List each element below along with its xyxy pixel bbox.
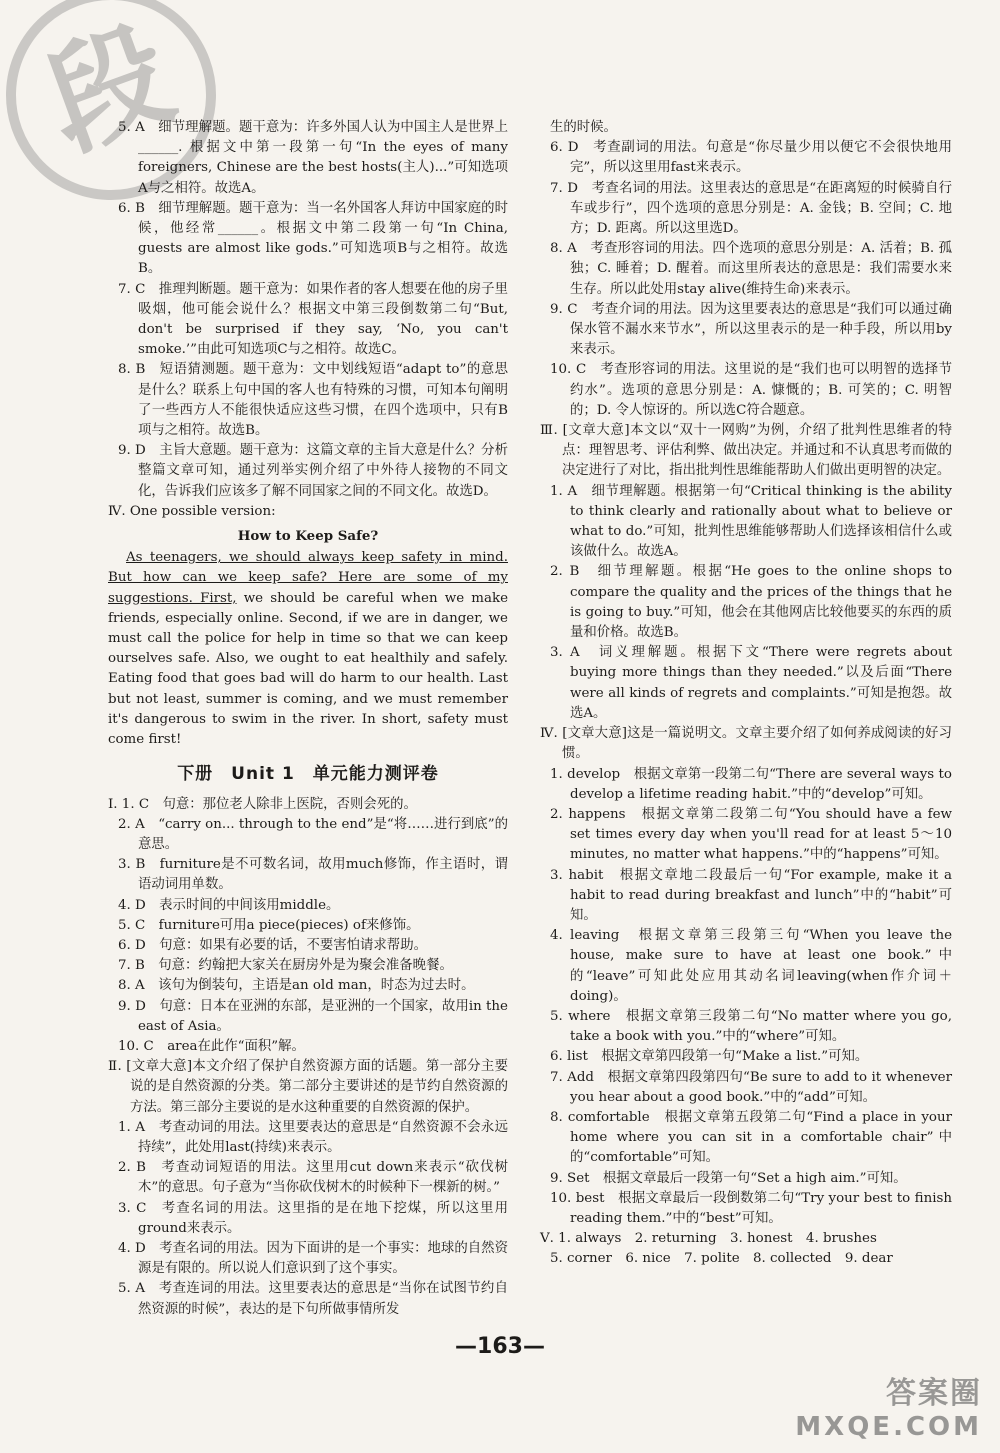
answer-item: 10. C area在此作“面积”解。	[118, 1038, 305, 1054]
answer-item: 7. Add 根据文章第四段第四句“Be sure to add to it whenever you hear about a good book.”中的“add”可知。	[550, 1069, 952, 1105]
answer-item: 3. B furniture是不可数名词，故用much修饰，作主语时，谓语动词用单数。	[118, 857, 508, 893]
answer-item: 2. B 考查动词短语的用法。这里用cut down来表示“砍伐树木”的意思。句子意为“当你砍伐树木的时候种下一棵新的树。”	[118, 1160, 508, 1196]
answer-item: 4. leaving 根据文章第三段第三句“When you leave the house, make sure to have at least one book.”中的“leave”可知此处应用其动名词leaving(when作介词＋doing)。	[550, 928, 952, 1004]
answer-item: Ⅳ. One possible version:	[108, 503, 276, 519]
essay	[108, 548, 508, 750]
left-answer-list	[108, 118, 508, 522]
essay-underlined-text: As teenagers, we should always keep safety in mind. But how can we keep safe? Here are some of my suggestions. First,	[108, 550, 508, 606]
answer-item: 7. C 推理判断题。题干意为：如果作者的客人想要在他的房子里吸烟，他可能会说什么？根据文中第三段倒数第二句“But, don't be surprised if they say, ‘No, you can't smoke.’”由此可知选项C与之相符。故选C。	[118, 281, 508, 358]
site-logo	[795, 1368, 982, 1442]
answer-item: Ⅳ. [文章大意]这是一篇说明文。文章主要介绍了如何养成阅读的好习惯。	[540, 726, 952, 762]
answer-item: 3. habit 根据文章地二段最后一句“For example, make it a habit to read during breakfast and lunch”中的“habit”可知。	[550, 867, 952, 923]
answer-item: 2. A “carry on... through to the end”是“将……进行到底”的意思。	[118, 816, 508, 852]
answer-item: 7. D 考查名词的用法。这里表达的意思是“在距离短的时候骑自行车或步行”，四个选项的意思分别是：A. 金钱；B. 空间；C. 地方；D. 距离。所以这里选D。	[550, 180, 952, 237]
answer-item: 4. D 考查名词的用法。因为下面讲的是一个事实：地球的自然资源是有限的。所以说人们意识到了这个事实。	[118, 1240, 508, 1277]
answer-item: 8. comfortable 根据文章第五段第二句“Find a place in your home where you can sit in a comfortable chair”中的“comfortable”可知。	[550, 1109, 952, 1166]
left-answer-list-2	[108, 795, 508, 1320]
answer-item: Ⅲ. [文章大意]本文以“双十一网购”为例，介绍了批判性思维者的特点：理智思考、评估利弊、做出决定。并通过和不认真思考而做的决定进行了对比，指出批判性思维能帮助人们做出更明智的决定。	[540, 423, 952, 479]
answer-item: 9. D 主旨大意题。题干意为：这篇文章的主旨大意是什么？分析整篇文章可知，通过列举实例介绍了中外待人接物的不同文化，告诉我们应该多了解不同国家之间的不同文化。故选D。	[118, 443, 508, 499]
answer-item: 1. develop 根据文章第一段第二句“There are several ways to develop a lifetime reading habit.”中的“develop”可知。	[550, 766, 952, 802]
logo-url: MXQE.COM	[795, 1412, 982, 1442]
answer-item: 6. B 细节理解题。题干意为：当一名外国客人拜访中国家庭的时候，他经常______。根据文中第二段第一句“In China, guests are almost like gods.”可知选项B与之相符。故选B。	[118, 200, 508, 277]
answer-item: 10. best 根据文章最后一段倒数第二句“Try your best to finish reading them.”中的“best”可知。	[550, 1190, 952, 1226]
answer-item: 8. A 考查形容词的用法。四个选项的意思分别是：A. 活着；B. 孤独；C. 睡着；D. 醒着。而这里所表达的意思是：我们需要水来生存。所以此处用stay alive(维持生命)来表示。	[550, 241, 952, 297]
answer-item: Ⅱ. [文章大意]本文介绍了保护自然资源方面的话题。第一部分主要说的是自然资源的分类。第二部分主要讲述的是节约自然资源的方法。第三部分主要说的是水这种重要的自然资源的保护。	[108, 1059, 508, 1115]
essay-rest-text: we should be careful when we make friends, especially online. Second, if we are in danger, we must call the police for help in time so that we can keep ourselves safe. Also, we ought to eat healthily and safely. Eating food that goes bad will do harm to our health. Last but not least, summer is coming, and we must remember it's dangerous to swim in the river. In short, safety must come first!	[108, 590, 508, 748]
answer-item: 9. D 句意：日本在亚洲的东部，是亚洲的一个国家，故用in the east of Asia。	[118, 998, 508, 1034]
logo-text: 答案圈	[886, 1376, 982, 1411]
answer-item: 6. list 根据文章第四段第一句“Make a list.”可知。	[550, 1049, 869, 1065]
answer-item: 5. where 根据文章第三段第二句“No matter where you go, take a book with you.”中的“where”可知。	[550, 1008, 952, 1045]
answer-item: 5. A 考查连词的用法。这里要表达的意思是“当你在试图节约自然资源的时候”，表达的是下句所做事情所发	[118, 1281, 508, 1317]
answer-item: 6. D 考查副词的用法。句意是“你尽量少用以便它不会很快地用完”，所以这里用fast来表示。	[550, 140, 952, 176]
answer-item: 6. D 句意：如果有必要的话，不要害怕请求帮助。	[118, 937, 427, 953]
answer-item: 3. C 考查名词的用法。这里指的是在地下挖煤，所以这里用ground来表示。	[118, 1200, 508, 1236]
answer-item: 5. C furniture可用a piece(pieces) of来修饰。	[118, 917, 420, 933]
answer-item: 生的时候。	[550, 120, 617, 135]
answer-item: 5. A 细节理解题。题干意为：许多外国人认为中国主人是世界上______. 根据文中第一段第一句“In the eyes of many foreigners, Chinese are the best hosts(主人)...”可知选项A与之相符。故选A。	[118, 120, 508, 196]
answer-item: 3. A 词义理解题。根据下文“There were regrets about buying more things than they needed.”以及后面“There were all kinds of regrets and complaints.”可知是抱怨。故选A。	[550, 645, 952, 721]
right-column	[540, 118, 952, 1270]
answer-item: 8. A 该句为倒装句，主语是an old man，时态为过去时。	[118, 978, 475, 994]
answer-item: Ⅰ. 1. C 句意：那位老人除非上医院，否则会死的。	[108, 796, 417, 812]
page-number: —163—	[455, 1334, 545, 1359]
stamp-glyph: 段	[28, 4, 190, 176]
unit-title: 下册 Unit 1 单元能力测评卷	[177, 764, 439, 785]
answer-item: 1. A 细节理解题。根据第一句“Critical thinking is the ability to think clearly and rationally about what to believe or what to do.”可知，批判性思维能够帮助人们选择该相信什么或该做什么。故选A。	[550, 483, 952, 560]
left-column	[108, 118, 508, 1320]
answer-item: 2. happens 根据文章第二段第二句“You should have a few set times every day when you'll read for at least 5～10 minutes, no matter what happens.”中的“happens”可知。	[550, 806, 952, 863]
answer-item: 2. B 细节理解题。根据“He goes to the online shops to compare the quality and the prices of the things that he is going to buy.”可知，他会在其他网店比较他要买的东西的质量和价格。故选B。	[550, 564, 952, 641]
answer-item: Ⅴ. 1. always 2. returning 3. honest 4. brushes	[540, 1231, 877, 1247]
answer-item: 9. C 考查介词的用法。因为这里要表达的意思是“我们可以通过确保水管不漏水来节水”，所以这里表示的是一种手段，所以用by来表示。	[550, 301, 952, 358]
answer-item: 10. C 考查形容词的用法。这里说的是“我们也可以明智的选择节约水”。选项的意思分别是：A. 慷慨的；B. 可笑的；C. 明智的；D. 令人惊讶的。所以选C符合题意。	[550, 362, 952, 418]
answer-item: 7. B 句意：约翰把大家关在厨房外是为聚会准备晚餐。	[118, 958, 453, 974]
answer-item: 1. A 考查动词的用法。这里要表达的意思是“自然资源不会永远持续”，此处用last(持续)来表示。	[118, 1119, 508, 1155]
answer-item: 5. corner 6. nice 7. polite 8. collected 9. dear	[550, 1251, 893, 1267]
essay-title: How to Keep Safe?	[237, 528, 379, 545]
right-answer-list	[540, 118, 952, 1270]
answer-item: 9. Set 根据文章最后一段第一句“Set a high aim.”可知。	[550, 1170, 907, 1186]
essay-body	[108, 548, 508, 750]
answer-item: 4. D 表示时间的中间该用middle。	[118, 897, 340, 913]
answer-item: 8. B 短语猜测题。题干意为：文中划线短语“adapt to”的意思是什么？联系上句中国的客人也有特殊的习惯，可知本句阐明了一些西方人不能很快适应这些习惯，在四个选项中，只有B项与之相符。故选B。	[118, 362, 508, 439]
